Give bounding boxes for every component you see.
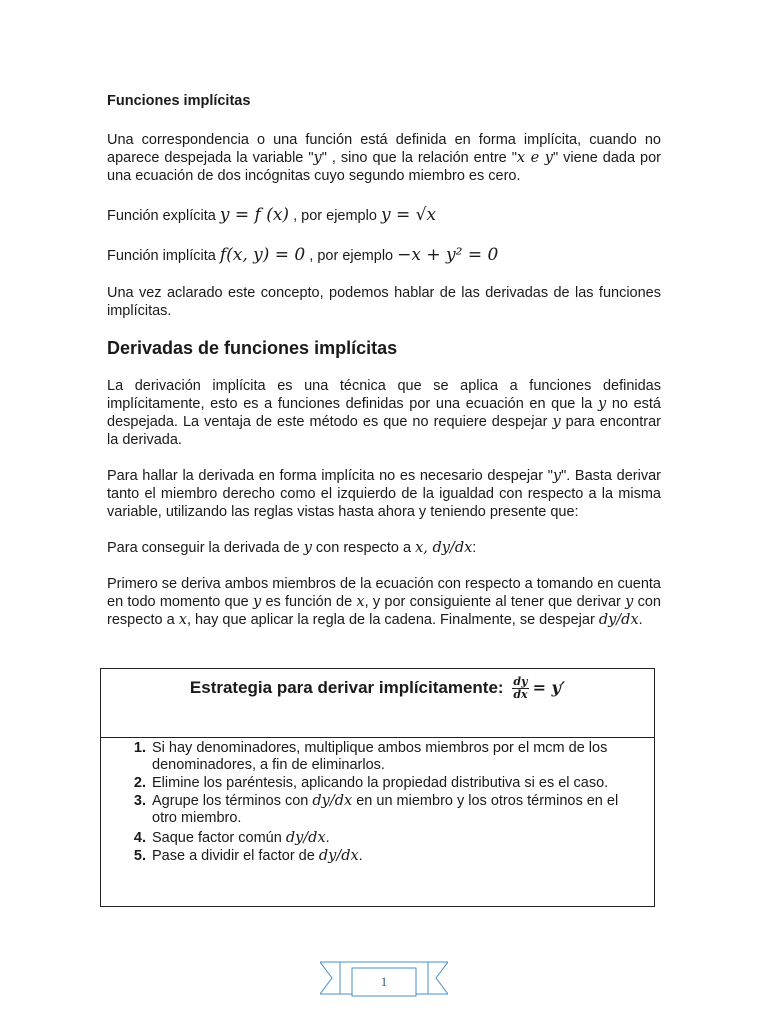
text: Una correspondencia o una función está definida en forma implícita, cuando no aparece despejada la variable " [107,132,661,166]
list-item [101,793,634,827]
dy-dx-fraction [512,676,528,701]
step-number: 5. [133,848,146,864]
implicit-function-line [107,244,661,267]
text: : [472,540,477,556]
step-text: . [325,830,330,846]
step-number: 2. [133,775,146,791]
text: Para conseguir la derivada de [107,540,304,556]
implicit-example: −x + y² = 0 [397,245,499,265]
strategy-title [101,669,654,701]
text: La derivación implícita es una técnica que se aplica a funciones definidas implícitamente, esto es a funciones definidas por una ecuación en que la [107,378,661,412]
text: no está despejada. La ventaja de este método es que no requiere despejar [107,396,661,430]
list-item [101,830,634,847]
text: ". Basta derivar tanto el miembro derecho como el izquierdo de la igualdad con respecto a la misma variable, utilizando las reglas vistas hasta ahora y teniendo presente que: [107,468,661,520]
step-text: Saque factor común [152,830,286,846]
procedure-paragraph [107,575,661,629]
derivative-intro-line [107,539,661,557]
step-text: Pase a dividir el factor de [152,848,319,864]
math-var: y [313,150,322,166]
step-text: Si hay denominadores, multiplique ambos miembros por el mcm de los denominadores, a fin de eliminarlos. [152,740,608,773]
list-item [101,848,634,865]
page-number: 1 [380,974,388,989]
math-var: dy/dx [285,830,326,846]
explicit-function-line [107,204,661,227]
text: Para hallar la derivada en forma implícita no es necesario despejar " [107,468,553,484]
implicit-formula: f(x, y) = 0 [219,245,306,265]
step-text: Elimine los paréntesis, aplicando la propiedad distributiva si es el caso. [152,775,609,791]
explicit-label: Función explícita [107,208,220,224]
text: para encontrar la derivada. [107,414,661,448]
list-item [101,775,634,792]
math-var: y [253,594,262,610]
text: , por ejemplo [289,208,381,224]
math-var: dy/dx [312,793,353,809]
concept-paragraph: Una vez aclarado este concepto, podemos hablar de las derivadas de las funciones implícitas. [107,285,661,319]
math-var: x [356,594,365,610]
math-var: x [178,612,187,628]
text: , por ejemplo [305,248,398,264]
step-text: . [358,848,363,864]
fraction-rhs: = y′ [532,677,566,697]
text: , y por consiguiente al tener que derivar [364,594,626,610]
math-var: x e y [516,150,553,166]
explicit-formula: y = f (x) [219,205,290,225]
intro-paragraph [107,131,661,185]
math-var: y [597,396,607,412]
step-text: Agrupe los términos con [152,793,313,809]
derivation-paragraph [107,377,661,449]
text: con respecto a [107,594,661,628]
step-number: 1. [133,740,146,756]
step-text: en un miembro y los otros términos en el otro miembro. [152,793,619,826]
text: " viene dada por una ecuación de dos incógnitas cuyo segundo miembro es cero. [107,150,661,184]
strategy-steps-list [101,740,634,866]
text: . [638,612,643,628]
list-item [101,740,634,774]
text: es función de [261,594,357,610]
step-number: 3. [133,793,146,809]
strategy-box-header [100,668,655,738]
math-var: y [552,468,562,484]
math-var: dy/dx [598,612,639,628]
text: con respecto a [311,540,416,556]
fraction-denominator: dx [513,688,528,701]
implicit-label: Función implícita [107,248,220,264]
section-heading-funciones-implicitas: Funciones implícitas [107,93,251,109]
text: " , sino que la relación entre " [321,150,517,166]
strategy-title-text: Estrategia para derivar implícitamente: [189,677,504,697]
text: Primero se deriva ambos miembros de la ecuación con respecto a tomando en cuenta en todo momento que [107,576,661,610]
method-paragraph [107,467,661,521]
section-heading-derivadas: Derivadas de funciones implícitas [107,338,398,358]
fraction-numerator: dy [513,675,528,688]
math-var: x, dy/dx [415,540,473,556]
strategy-box-steps [100,737,655,907]
math-var: y [552,414,561,430]
text: , hay que aplicar la regla de la cadena. Finalmente, se despejar [186,612,599,628]
math-var: y [303,540,312,556]
math-var: dy/dx [318,848,359,864]
step-number: 4. [133,830,146,846]
explicit-example: y = √x [380,205,437,225]
page-footer [320,958,448,998]
math-var: y [625,594,634,610]
